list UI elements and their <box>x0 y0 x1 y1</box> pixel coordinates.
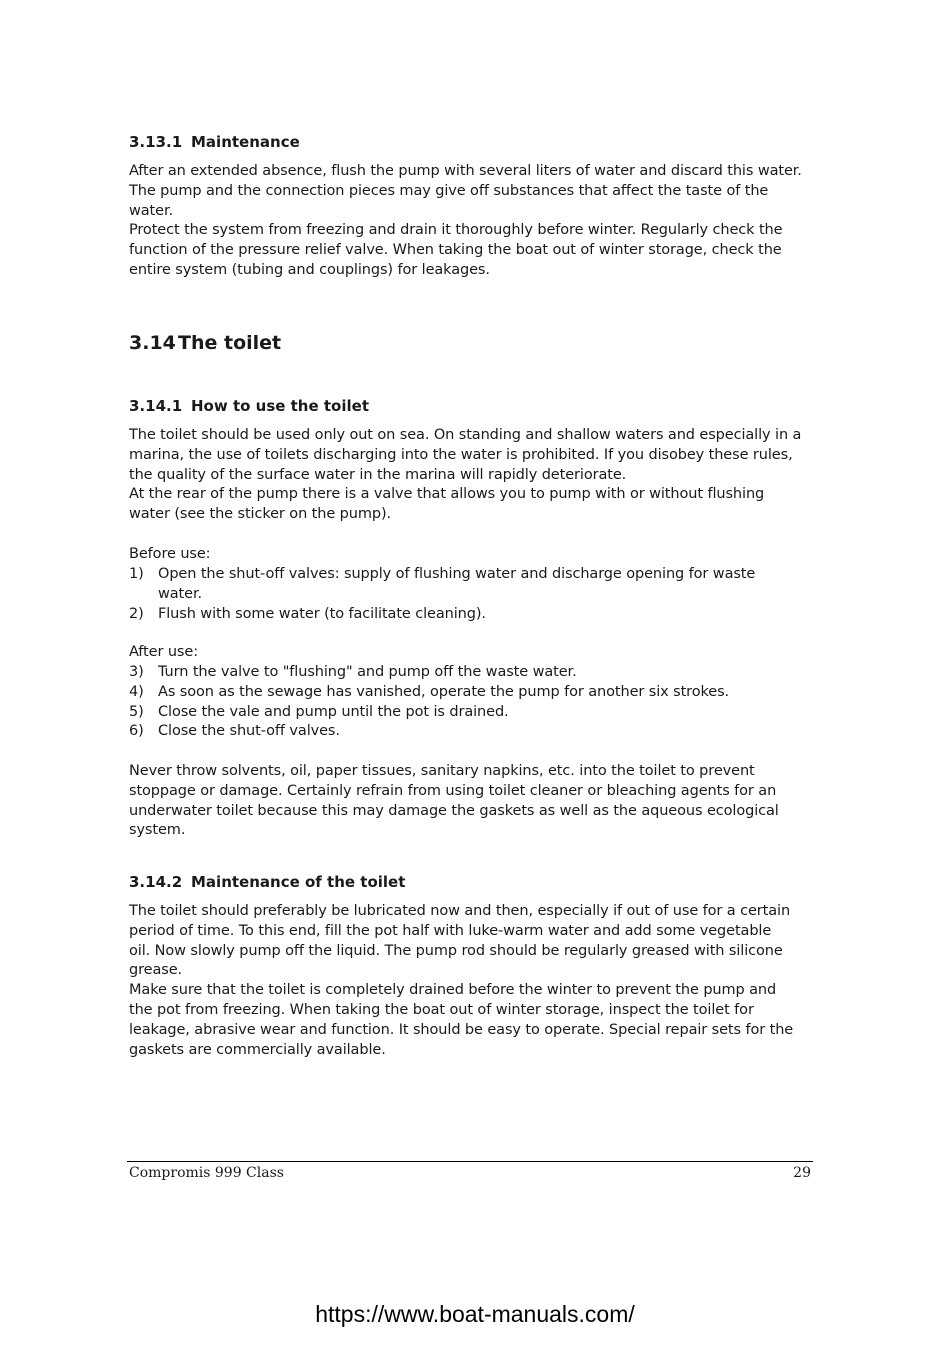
step-number: 6) <box>129 723 144 740</box>
step-text: As soon as the sewage has vanished, operate the pump for another six strokes. <box>158 683 730 700</box>
list-item <box>129 703 819 723</box>
heading-title: Maintenance of the toilet <box>191 873 406 891</box>
step-text: Close the shut-off valves. <box>158 723 340 740</box>
watermark-url: https://www.boat-manuals.com/ <box>315 1301 635 1327</box>
toilet-warning-paragraph: Never throw solvents, oil, paper tissues, sanitary napkins, etc. into the toilet to prevent stoppage or damage. Certainly refrain from using toilet cleaner or bleaching agents for an underwater toilet because this may damage the gaskets as well as the aqueous ecological system. <box>129 763 779 839</box>
heading-title: The toilet <box>178 332 282 354</box>
step-text: Flush with some water (to facilitate cleaning). <box>158 605 486 622</box>
step-text: Turn the valve to "flushing" and pump off the waste water. <box>158 664 577 680</box>
heading-3-13-1 <box>129 132 819 152</box>
toilet-use-intro: The toilet should be used only out on sea. On standing and shallow waters and especially in a marina, the use of toilets discharging into the water is prohibited. If you disobey these rules, the quality of the surface water in the marina will rapidly deteriorate. At the rear of the pump there is a valve that allows you to pump with or without flushing water (see the sticker on the pump). <box>129 427 802 523</box>
list-item <box>129 663 819 683</box>
step-text: Open the shut-off valves: supply of flushing water and discharge opening for waste water. <box>158 566 756 602</box>
heading-number: 3.13.1 <box>129 133 183 151</box>
maintenance-paragraph: After an extended absence, flush the pump with several liters of water and discard this water. The pump and the connection pieces may give off substances that affect the taste of the water. Protect the system from freezing and drain it thoroughly before winter. Regularly check the function of the pressure relief valve. When taking the boat out of winter storage, check the entire system (tubing and couplings) for leakages. <box>129 163 802 278</box>
step-text: Close the vale and pump until the pot is drained. <box>158 703 509 720</box>
heading-3-14-1 <box>129 396 819 416</box>
toilet-maintenance-paragraph: The toilet should preferably be lubricated now and then, especially if out of use for a certain period of time. To this end, fill the pot half with luke-warm water and add some vegetable oil. Now slowly pump off the liquid. The pump rod should be regularly greased with silicone grease. Make sure that the toilet is completely drained before the winter to prevent the pump and the pot from freezing. When taking the boat out of winter storage, inspect the toilet for leakage, abrasive wear and function. It should be easy to operate. Special repair sets for the gaskets are commercially available. <box>129 903 794 1058</box>
step-number: 1) <box>129 566 144 582</box>
heading-number: 3.14.2 <box>129 873 183 891</box>
heading-3-14 <box>129 331 819 355</box>
step-number: 3) <box>129 664 144 680</box>
before-use-steps <box>129 565 819 624</box>
heading-title: Maintenance <box>191 133 300 151</box>
after-use-steps <box>129 663 819 742</box>
step-number: 2) <box>129 605 144 622</box>
heading-number: 3.14 <box>129 332 176 354</box>
footer-title: Compromis 999 Class <box>129 1165 284 1181</box>
page-number: 29 <box>793 1165 811 1181</box>
list-item <box>129 722 819 742</box>
step-number: 5) <box>129 703 144 720</box>
before-use-label: Before use: <box>129 546 211 562</box>
footer-divider <box>127 1161 813 1162</box>
list-item <box>129 565 819 605</box>
step-number: 4) <box>129 683 144 700</box>
after-use-label: After use: <box>129 644 198 660</box>
heading-3-14-2 <box>129 872 819 892</box>
list-item <box>129 605 819 625</box>
heading-number: 3.14.1 <box>129 397 183 415</box>
heading-title: How to use the toilet <box>191 397 369 415</box>
list-item <box>129 683 819 703</box>
